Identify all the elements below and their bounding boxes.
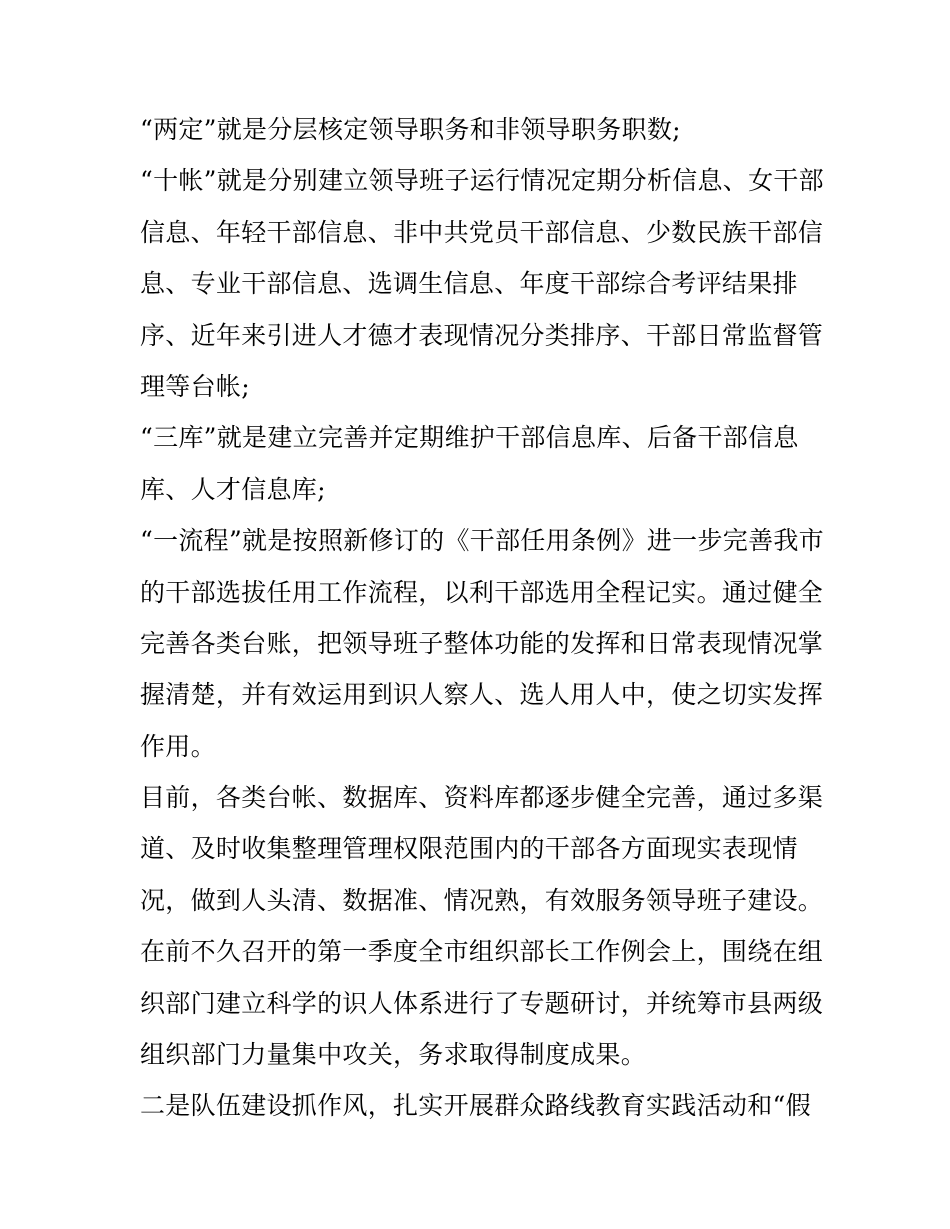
text-line: 况，做到人头清、数据准、情况熟，有效服务领导班子建设。 — [140, 885, 824, 915]
text-line: 组织部门力量集中攻关，务求取得制度成果。 — [140, 1040, 647, 1070]
text-line: 二是队伍建设抓作风，扎实开展群众路线教育实践活动和“假 — [140, 1091, 811, 1121]
text-line: “三库”就是建立完善并定期维护干部信息库、后备干部信息 — [140, 423, 799, 453]
text-line: 目前，各类台帐、数据库、资料库都逐步健全完善，通过多渠 — [140, 783, 824, 813]
text-line: “十帐”就是分别建立领导班子运行情况定期分析信息、女干部 — [140, 166, 824, 196]
text-line: 序、近年来引进人才德才表现情况分类排序、干部日常监督管 — [140, 320, 824, 350]
text-line: 信息、年轻干部信息、非中共党员干部信息、少数民族干部信 — [140, 217, 824, 247]
text-line: 在前不久召开的第一季度全市组织部长工作例会上，围绕在组 — [140, 937, 824, 967]
text-line: 握清楚，并有效运用到识人察人、选人用人中，使之切实发挥 — [140, 680, 824, 710]
text-line: “两定”就是分层核定领导职务和非领导职务职数; — [140, 115, 681, 144]
text-line: 息、专业干部信息、选调生信息、年度干部综合考评结果排 — [140, 269, 798, 299]
text-line: 理等台帐; — [140, 371, 250, 401]
text-line: 道、及时收集整理管理权限范围内的干部各方面现实表现情 — [140, 834, 798, 864]
text-line: 库、人才信息库; — [140, 474, 326, 504]
text-line: 作用。 — [140, 731, 216, 761]
body-text — [140, 104, 824, 1132]
text-line: 完善各类台账，把领导班子整体功能的发挥和日常表现情况掌 — [140, 628, 824, 658]
text-line: “一流程”就是按照新修订的《干部任用条例》进一步完善我市 — [140, 526, 824, 556]
text-line: 的干部选拔任用工作流程，以利干部选用全程记实。通过健全 — [140, 577, 824, 607]
text-line: 织部门建立科学的识人体系进行了专题研讨，并统筹市县两级 — [140, 988, 824, 1018]
